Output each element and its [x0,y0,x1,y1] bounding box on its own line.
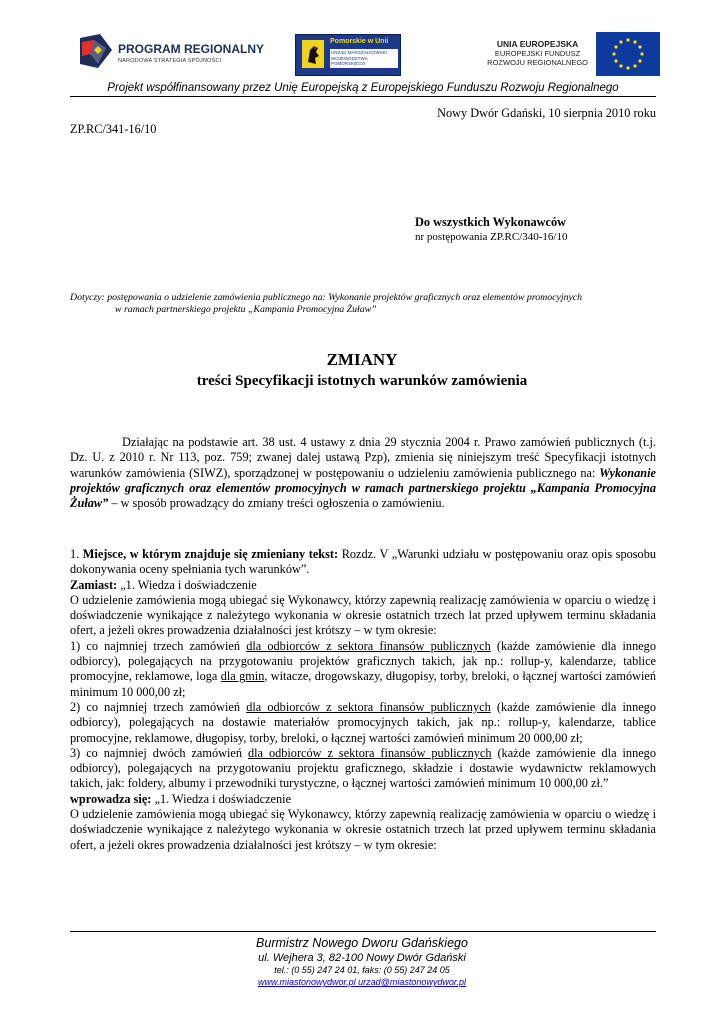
subject-line1: Dotyczy: postępowania o udzielenie zamówienia publicznego na: Wykonanie projektów graficznych oraz elementów promocyjnych [70,292,583,303]
program-regionalny-logo [80,32,280,77]
instead-item-2 [70,700,656,746]
pomorskie-subtitle: URZĄD MARSZAŁKOWSKI WOJEWÓDZTWA POMORSKIEGO [330,49,398,68]
intro-part1: Działając na podstawie art. 38 ust. 4 ustawy z dnia 29 stycznia 2004 r. Prawo zamówień publicznych (t.j. Dz. U. z 2010 r. Nr 113, poz. 759; zwanej dalej ustawą Pzp), zmienia się niniejszym treść Specyfikacji istotnych warunków zamówienia (SIWZ), sporządzonej w postępowaniu o udzieleniu zamówienia publicznego na: [70,435,656,480]
intro-paragraph [70,435,656,511]
pomorskie-griffin-icon [302,40,324,68]
change-place-label: Miejsce, w którym znajduje się zmieniany tekst: [82,547,339,561]
subject-line2: w ramach partnerskiego projektu „Kampania Promocyjna Żuław” [115,304,377,315]
item1-c: , witacze, drogowskazy, długopisy, torby, breloki, o łącznej wartości zamówień minimum 10 000,00 zł; [70,669,656,699]
item2-a: 2) co najmniej trzech zamówień [70,699,247,714]
item3-b: (każde zamówienie dla innego odbiorcy), polegających na przygotowaniu projektu graficznego, składzie i dostawie wydawnictw reklamowych takich, jak: foldery, albumy i przewodniki turystyczne, o łącznej wartości zamówień minimum 10 000,00 zł.” [70,745,656,791]
item1-u2: dla gmin [220,669,265,684]
instead-head: „1. Wiedza i doświadczenie [117,577,257,592]
footer-phone: tel.: (0 55) 247 24 01, faks: (0 55) 247 24 05 [274,965,450,975]
footer-divider [70,931,656,932]
eu-line1: UNIA EUROPEJSKA [496,39,579,49]
document-subtitle: treści Specyfikacji istotnych warunków zamówienia [196,373,528,389]
introduce-heading [70,792,656,807]
website-link[interactable]: www.miastonowydwor.pl [257,977,356,987]
change-place [70,547,656,578]
change-place-text: Rozdz. V „Warunki udziału w postępowaniu oraz opis sposobu dokonywania oceny spełniania tych warunków”. [70,547,656,577]
eu-line2: EUROPEJSKI FUNDUSZ [494,49,581,58]
item2-u: dla odbiorców z sektora finansów publicznych [246,699,491,714]
instead-item-1 [70,639,656,700]
item1-a: 1) co najmniej trzech zamówień [70,638,247,653]
pomorskie-logo [295,34,401,76]
instead-heading [70,578,656,593]
program-regionalny-mark-icon [80,34,112,68]
cofinance-line: Projekt współfinansowany przez Unię Europejską z Europejskiego Funduszu Rozwoju Regionalnego [70,82,656,97]
subject [70,292,660,316]
item3-u: dla odbiorców z sektora finansów publicznych [247,745,492,760]
header-logos [80,22,660,80]
instead-body: O udzielenie zamówienia mogą ubiegać się Wykonawcy, którzy zapewnią realizację zamówienia w oparciu o wiedzę i doświadczenie wynikające z należytego wykonania w okresie ostatnich trzech lat przed upływem terminu składania ofert, a jeżeli okres prowadzenia działalności jest krótszy – w tym okresie: [70,592,656,638]
program-subtitle: NARODOWA STRATEGIA SPÓJNOŚCI [118,58,222,64]
instead-item-3 [70,746,656,792]
proceeding-number: nr postępowania ZP.RC/340-16/10 [415,231,568,243]
introduce-head: „1. Wiedza i doświadczenie [151,791,292,806]
addressee: Do wszystkich Wykonawców [415,215,566,229]
intro-emphasis: Wykonanie projektów graficznych oraz elementów promocyjnych w ramach partnerskiego projektu „Kampania Promocyjna Żuław” [70,465,656,511]
item2-b: (każde zamówienie dla innego odbiorcy), polegających na dostawie materiałów promocyjnych takich, jak np.: rollup-y, kalendarze, tablice promocyjne, reklamowe, długopisy, torby, breloki, o łącznej wartości zamówień minimum 20 000,00 zł; [70,699,656,745]
footer [0,936,724,988]
change-num: 1. [70,547,83,561]
introduce-label: wprowadza się: [70,791,152,806]
program-title: PROGRAM REGIONALNY [118,42,265,56]
footer-links [0,976,724,988]
footer-address: ul. Wejhera 3, 82-100 Nowy Dwór Gdański [258,952,466,964]
eu-flag-icon [596,32,660,76]
item1-b: (każde zamówienie dla innego odbiorcy), polegających na przygotowaniu projektów graficznych takich, jak np.: rollup-y, kalendarze, tablice promocyjne, reklamowe, loga [70,638,656,684]
eu-line3: ROZWOJU REGIONALNEGO [487,58,588,67]
place-date: Nowy Dwór Gdański, 10 sierpnia 2010 roku [437,106,656,120]
item3-a: 3) co najmniej dwóch zamówień [70,745,248,760]
item1-u: dla odbiorców z sektora finansów publicznych [246,638,491,653]
footer-office: Burmistrz Nowego Dworu Gdańskiego [256,936,468,950]
pomorskie-title: Pomorskie w Unii [330,38,389,45]
reference-number: ZP.RC/341-16/10 [70,122,157,136]
intro-part2: – w sposób prowadzący do zmiany treści ogłoszenia o zamówieniu. [108,496,445,511]
document-title: ZMIANY [326,350,398,369]
instead-label: Zamiast: [70,577,118,592]
eu-text [487,40,588,67]
change-section [70,547,656,853]
eu-logo [455,30,660,80]
email-link[interactable]: urzad@miastonowydwor.pl [358,977,467,987]
introduce-body: O udzielenie zamówienia mogą ubiegać się Wykonawcy, którzy zapewnią realizację zamówienia w oparciu o wiedzę i doświadczenie wynikające z należytego wykonania w okresie ostatnich trzech lat przed upływem terminu składania ofert, a jeżeli okres prowadzenia działalności jest krótszy – w tym okresie: [70,807,656,852]
